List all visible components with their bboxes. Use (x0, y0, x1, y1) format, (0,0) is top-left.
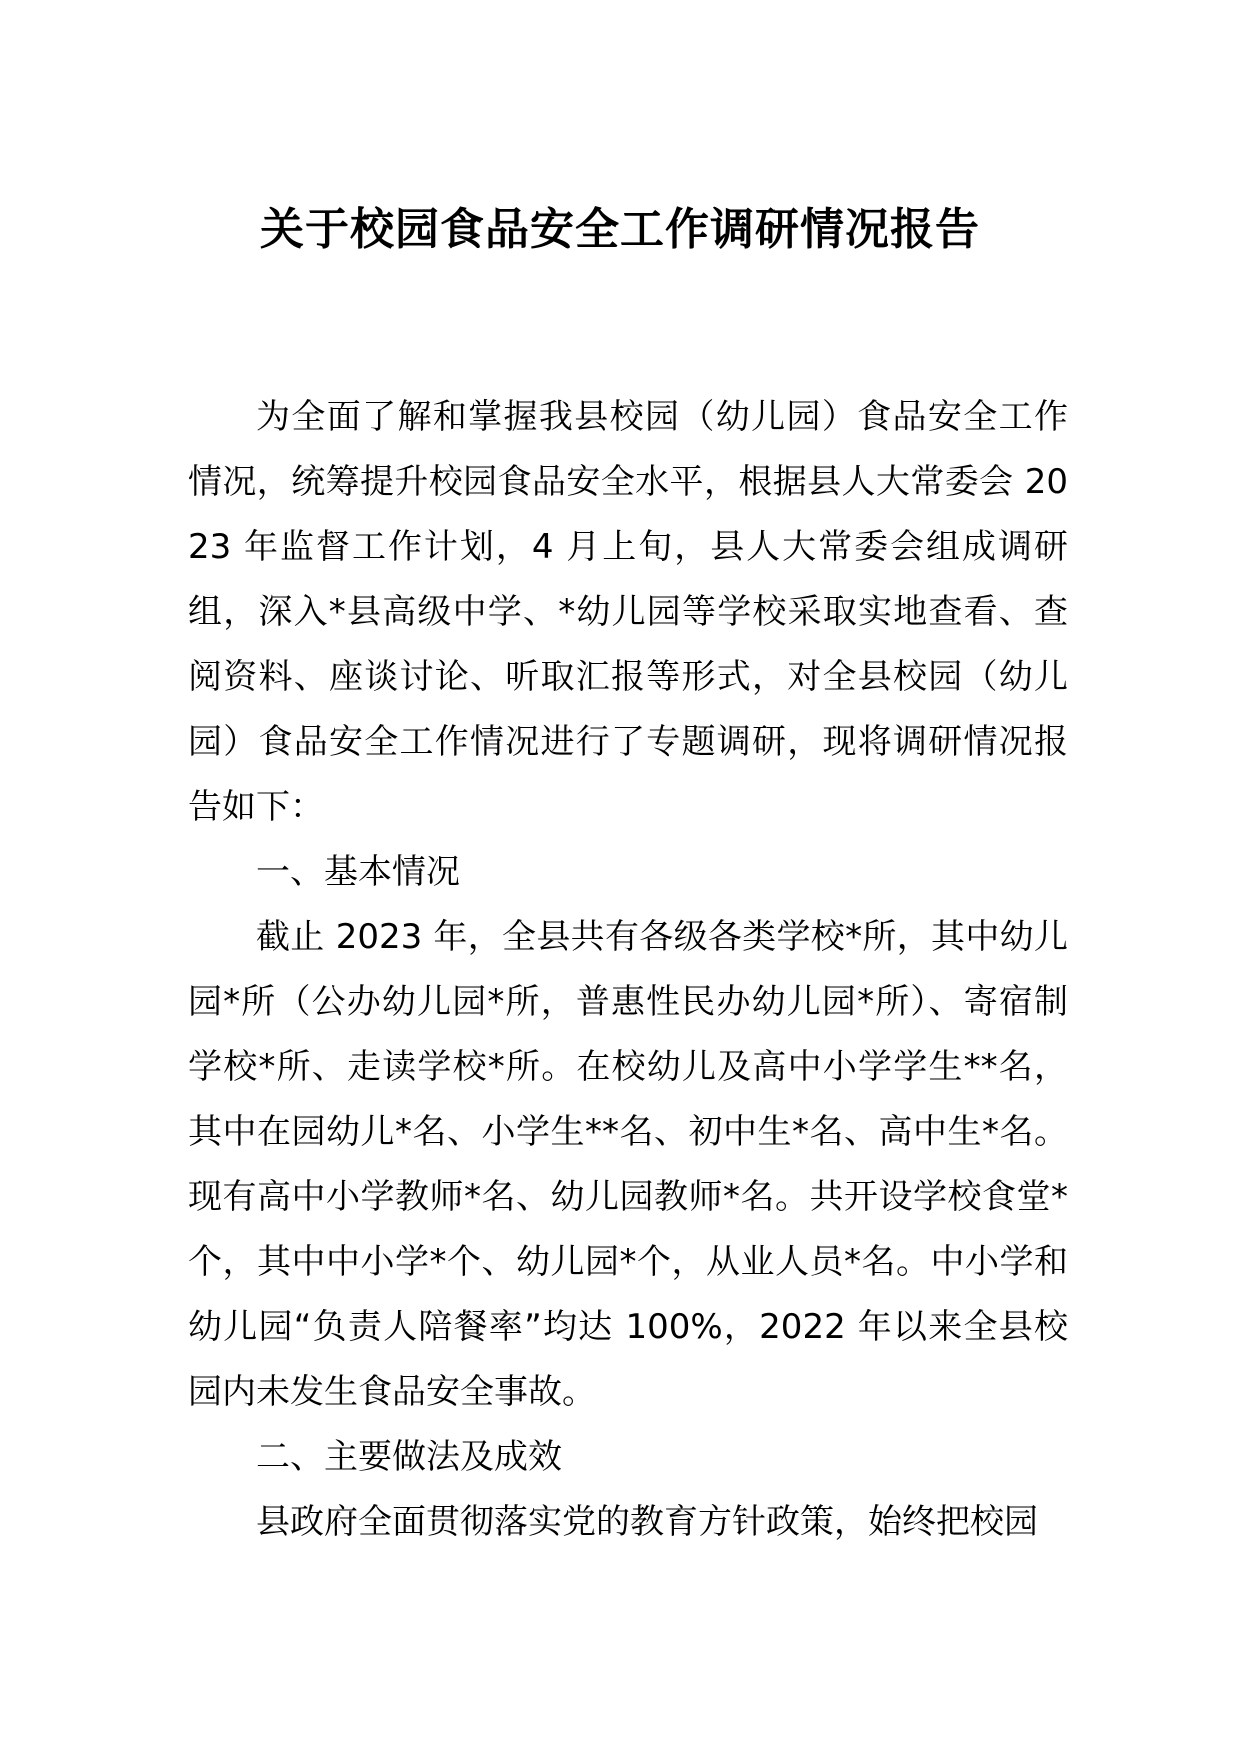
section-heading-main-practices: 二、主要做法及成效 (256, 1437, 562, 1477)
document-title: 关于校园食品安全工作调研情况报告 (260, 204, 980, 255)
document-body (188, 385, 1068, 1555)
main-practices-paragraph: 县政府全面贯彻落实党的教育方针政策，始终把校园 (256, 1502, 1038, 1542)
intro-paragraph: 为全面了解和掌握我县校园（幼儿园）食品安全工作情况，统筹提升校园食品安全水平，根据县人大常委会 2023 年监督工作计划，4 月上旬，县人大常委会组成调研组，深入*县高级中学、*幼儿园等学校采取实地查看、查阅资料、座谈讨论、听取汇报等形式，对全县校园（幼儿园）食品安全工作情况进行了专题调研，现将调研情况报告如下： (188, 397, 1068, 827)
section-heading-basic-situation: 一、基本情况 (256, 852, 460, 892)
basic-situation-paragraph: 截止 2023 年，全县共有各级各类学校*所，其中幼儿园*所（公办幼儿园*所，普惠性民办幼儿园*所）、寄宿制学校*所、走读学校*所。在校幼儿及高中小学学生**名，其中在园幼儿*名、小学生**名、初中生*名、高中生*名。现有高中小学教师*名、幼儿园教师*名。共开设学校食堂*个，其中中小学*个、幼儿园*个，从业人员*名。中小学和幼儿园“负责人陪餐率”均达 100%，2022 年以来全县校园内未发生食品安全事故。 (188, 917, 1068, 1412)
